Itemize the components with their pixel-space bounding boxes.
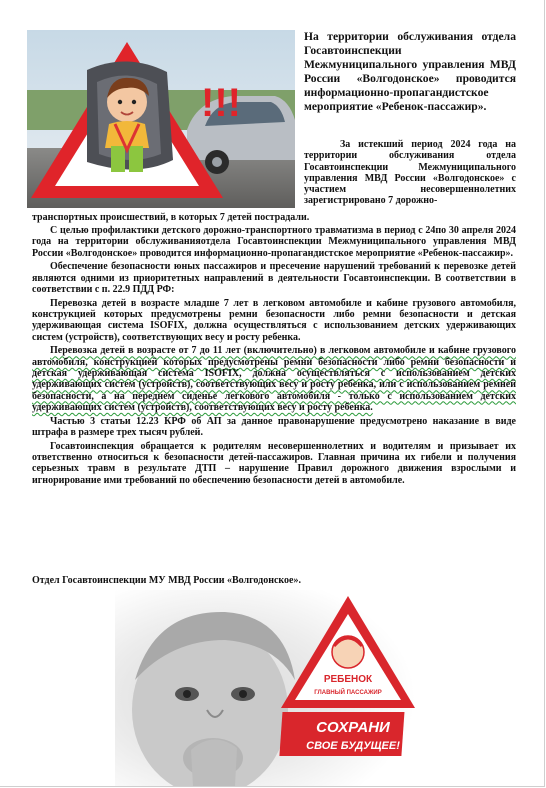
sticker-word: РЕБЕНОК: [323, 674, 373, 685]
paragraph-appeal: Госавтоинспекция обращается к родителям несовершеннолетних и водителям и призывает их ответственно относиться к безопасности детей-пассажиров. Главная причина их гибели и получения серьезных травм в результате ДТП – нарушение Правил дорожного движения взрослыми и игнорирование ими требований по обеспечению безопасности детей в автомобиле.: [32, 440, 516, 486]
child-photo-sticker: [115, 590, 415, 786]
paragraph-under-7: Перевозка детей в возрасте младше 7 лет в легковом автомобиле и кабине грузового автомобиля, конструкцией которых предусмотрены ремни безопасности либо ремни безопасности и детская удерживающая система ISOFIX, должна осуществляться с использованием детских удерживающих систем (устройств), соответствующих весу и росту ребенка.: [32, 297, 516, 343]
sticker-subtitle: ГЛАВНЫЙ ПАССАЖИР: [314, 690, 382, 696]
banner-line-2: СВОЕ БУДУЩЕЕ!: [306, 740, 400, 752]
banner-line-1: СОХРАНИ: [316, 719, 390, 736]
article-body: [32, 225, 516, 489]
article-title: На территории обслуживания отдела Госавтоинспекции Межмуниципального управления МВД России «Волгодонское» проводится информационно-пропагандистское мероприятие «Ребенок-пассажир».: [304, 30, 516, 113]
paragraph-campaign: С целью профилактики детского дорожно-транспортного травматизма в период с 24по 30 апреля 2024 года на территории обслуживанияотдела Госавтоинспекции Межмуниципального управления МВД России «Волгодонское» проводится информационно-пропагандистское мероприятие «Ребенок-пассажир».: [32, 225, 516, 259]
signature-line: Отдел Госавтоинспекции МУ МВД России «Волгодонское».: [32, 575, 301, 586]
paragraph-fine: Частью 3 статьи 12.23 КРФ об АП за данное правонарушение предусмотрено наказание в виде штрафа в размере трех тысяч рублей.: [32, 415, 516, 439]
paragraph-stats: [304, 139, 516, 207]
child-car-seat-image: [27, 30, 295, 208]
paragraph-7-to-11: Перевозка детей в возрасте от 7 до 11 лет (включительно) в легковом автомобиле и кабине грузового автомобиля, конструкцией которых предусмотрены ремни безопасности либо ремни безопасности и детская удерживающая система ISOFIX, должна осуществляться с использованием детских удерживающих систем (устройств), соответствующих весу и росту ребенка, или с использованием ремней безопасности, а на переднем сиденье легкового автомобиля - только с использованием детских удерживающих систем (устройств), соответствующих весу и росту ребенка.: [32, 345, 516, 413]
paragraph-safety-priority: Обеспечение безопасности юных пассажиров и пресечение нарушений требований к перевозке детей являются одними из приоритетных направлений в деятельности Госавтоинспекции. В соответствии в соответствии с п. 22.9 ПДД РФ:: [32, 261, 516, 295]
paragraph-stats-text: За истекший период 2024 года на территории обслуживания отдела Госавтоинспекции Межмуниципального управления МВД России «Волгодонское» с участием несовершеннолетних зарегистрировано 7 дорожно-: [304, 139, 516, 207]
paragraph-stats-continuation: транспортных происшествий, в которых 7 детей пострадали.: [32, 212, 310, 223]
exclamation-marks: !!!: [201, 81, 241, 125]
